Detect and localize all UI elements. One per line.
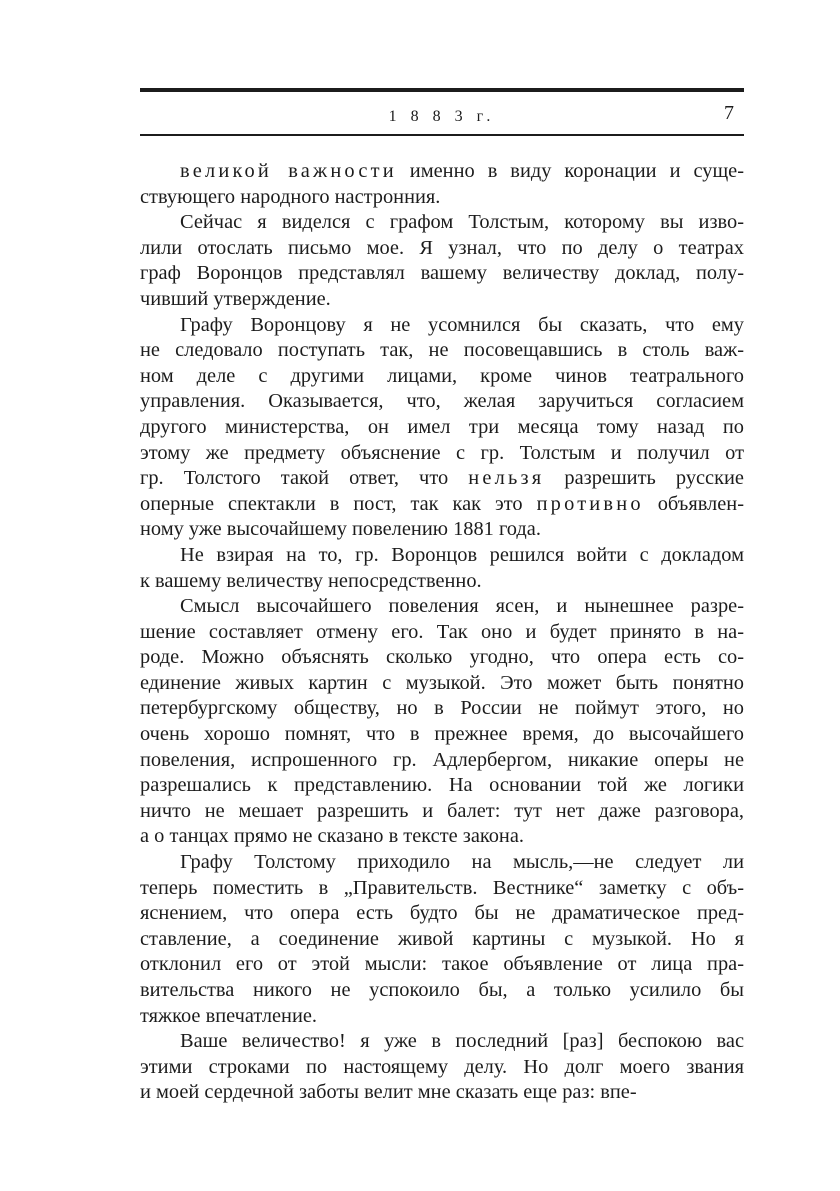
text-line	[140, 1004, 744, 1030]
paragraph	[140, 543, 744, 594]
text-run: ствующего народного настронния.	[140, 185, 441, 208]
text-run: лили отослать письмо мое. Я узнал, что по делу о театрах	[140, 236, 744, 259]
text-run: управления. Оказывается, что, желая заручиться согласием	[140, 390, 744, 413]
text-line	[140, 492, 744, 518]
text-line	[140, 441, 744, 467]
paragraph	[140, 159, 744, 210]
text-line	[140, 1080, 744, 1106]
text-run: яснением, что опера есть будто бы не драматическое пред-	[140, 902, 744, 925]
text-run: Сейчас я виделся с графом Толстым, которому вы изво-	[180, 211, 744, 234]
text-line	[140, 927, 744, 953]
text-line	[140, 594, 744, 620]
text-line	[140, 569, 744, 595]
paragraph	[140, 210, 744, 312]
text-line	[140, 313, 744, 339]
text-run: и моей сердечной заботы велит мне сказать еще раз: впе-	[140, 1081, 637, 1104]
text-run: этому же предмету объяснение с гр. Толстым и получил от	[140, 441, 744, 464]
text-run: другого министерства, он имел три месяца тому назад по	[140, 415, 744, 438]
text-run: шение составляет отмену его. Так оно и будет принято в на-	[140, 620, 744, 643]
text-run: а о танцах прямо не сказано в тексте закона.	[140, 825, 524, 848]
text-line	[140, 876, 744, 902]
text-line	[140, 364, 744, 390]
text-line	[140, 261, 744, 287]
emphasized-spaced-text: великой важности	[180, 160, 397, 182]
emphasized-spaced-text: противно	[536, 492, 644, 515]
text-run: Смысл высочайшего повеления ясен, и нынешнее разре-	[180, 595, 744, 618]
text-line	[140, 901, 744, 927]
text-run: единение живых картин с музыкой. Это может быть понятно	[140, 671, 744, 694]
text-run: роде. Можно объяснять сколько угодно, что опера есть со-	[140, 646, 744, 669]
text-line	[140, 159, 744, 185]
text-line	[140, 185, 744, 211]
text-line	[140, 466, 744, 492]
text-line	[140, 620, 744, 646]
text-run: именно в виду коронации и суще-	[396, 160, 744, 182]
text-line	[140, 645, 744, 671]
paragraph	[140, 594, 744, 850]
text-run: разрешались к представлению. На основании той же логики	[140, 774, 744, 797]
text-line	[140, 517, 744, 543]
text-run: ставление, а соединение живой картины с музыкой. Но я	[140, 927, 744, 950]
text-run: вительства никого не успокоило бы, а только усилило бы	[140, 979, 744, 1001]
text-run: ному уже высочайшему повелению 1881 года.	[140, 518, 541, 541]
text-run: чивший утверждение.	[140, 287, 331, 310]
text-run: разрешить русские	[544, 467, 744, 490]
text-run: граф Воронцов представлял вашему величеству доклад, полу-	[140, 262, 744, 285]
text-run: оперные спектакли в пост, так как это	[140, 492, 537, 515]
text-run: к вашему величеству непосредственно.	[140, 569, 482, 592]
page-number: 7	[724, 102, 734, 124]
header-rule-top	[140, 88, 744, 92]
text-line	[140, 850, 744, 876]
text-line	[140, 773, 744, 799]
text-line	[140, 210, 744, 236]
text-run: теперь поместить в „Правительств. Вестнике“ заметку с объ-	[140, 876, 744, 899]
text-run: гр. Толстого такой ответ, что	[140, 467, 469, 490]
text-run: тяжкое впечатление.	[140, 1004, 318, 1027]
text-line	[140, 1055, 744, 1081]
text-line	[140, 338, 744, 364]
text-run: ном деле с другими лицами, кроме чинов театрального	[140, 364, 744, 387]
body-text	[140, 159, 744, 1106]
running-head: 1 8 8 3 г.	[388, 108, 496, 125]
text-line	[140, 236, 744, 262]
text-line	[140, 671, 744, 697]
text-run: не следовало поступать так, не посовещавшись в столь важ-	[140, 339, 744, 362]
text-run: отклонил его от этой мысли: такое объявление от лица пра-	[140, 953, 744, 976]
text-line	[140, 824, 744, 850]
emphasized-spaced-text: нельзя	[468, 467, 545, 490]
text-run: Не взирая на то, гр. Воронцов решился войти с докладом	[180, 543, 744, 566]
text-run: повеления, испрошенного гр. Адлербергом, никакие оперы не	[140, 748, 744, 771]
text-run: Графу Воронцову я не усомнился бы сказать, что ему	[180, 313, 744, 336]
text-run: очень хорошо помнят, что в прежнее время, до высочайшего	[140, 723, 744, 746]
text-run: Ваше величество! я уже в последний [раз] беспокою вас	[180, 1030, 744, 1053]
text-line	[140, 415, 744, 441]
text-line	[140, 287, 744, 313]
text-run: этими строками по настоящему делу. Но долг моего звания	[140, 1055, 744, 1078]
text-line	[140, 389, 744, 415]
text-line	[140, 952, 744, 978]
text-run: Графу Толстому приходило на мысль,—не следует ли	[180, 851, 744, 874]
text-line	[140, 978, 744, 1004]
text-line	[140, 799, 744, 825]
paragraph	[140, 1029, 744, 1106]
text-line	[140, 722, 744, 748]
text-line	[140, 1029, 744, 1055]
text-line	[140, 748, 744, 774]
text-line	[140, 696, 744, 722]
header-rule-bottom	[140, 134, 744, 136]
text-run: ничто не мешает разрешить и балет: тут нет даже разговора,	[140, 799, 744, 822]
paragraph	[140, 313, 744, 543]
text-line	[140, 543, 744, 569]
text-run: петербургскому обществу, но в России не поймут этого, но	[140, 697, 744, 720]
text-run: объявлен-	[643, 492, 744, 515]
paragraph	[140, 850, 744, 1029]
